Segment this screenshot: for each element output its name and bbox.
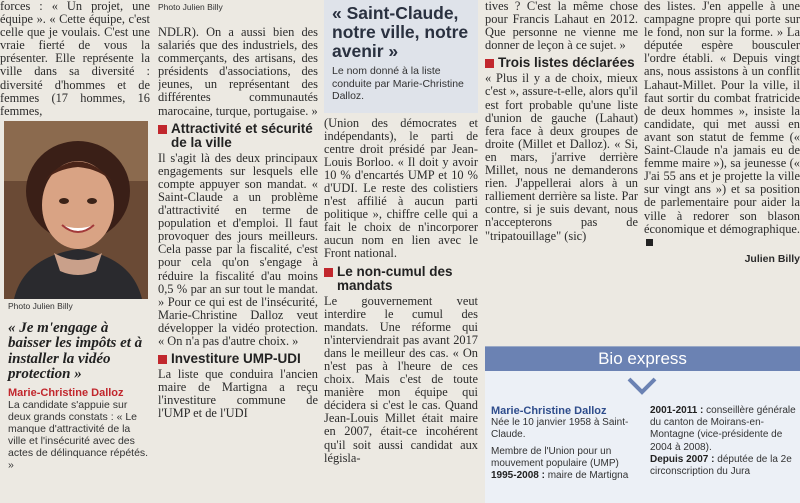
bio-born: Née le 10 janvier 1958 à Saint-Claude.: [491, 417, 629, 441]
photo-caption: Photo Julien Billy: [8, 300, 73, 311]
pull-quote: « Je m'engage à baisser les impôts et à installer la vidéo protection »: [8, 319, 143, 383]
bio-entry-2: 2001-2011 : conseillère générale du canton de Moirans-en-Montagne (vice-présidente de 2004 à 2008).: [650, 405, 796, 453]
col2-text-2: Il s'agit là des deux principaux engagements sur lesquels elle compte appuyer son mandat. « Saint-Claude a un problème d'attractivité en terme de population et d'emploi. Il faut provoquer des jours meilleurs. Cela passe par la fiscalité, c'est pour cela qu'on s'engage à réduire la fiscalité d'au moins 0,5 % par an sur tout le mandat. » Pour ce qui est de l'insécurité, Marie-Christine Dalloz veut développer la vidéo protection. « On n'a pas d'autre choix. »: [158, 150, 318, 348]
bio-right-column: [650, 405, 796, 478]
col4-text-2: « Plus il y a de choix, mieux c'est », assure-t-elle, alors qu'il est fort probable qu'une liste d'union de gauche (Lahaut) fera face à deux groupes de droite (Millet et Dalloz). « Si, en mars, j'arrive derrière Millet, nous ne demanderons rien. J'appellerai alors à un ralliement derrière sa liste. Par contre, si je suis devant, nous n'accepterons pas de "tripatouillage" (sic): [485, 71, 638, 243]
heading-non-cumul: Le non-cumul des mandats: [324, 265, 478, 293]
column-5: [644, 0, 800, 340]
bio-name: Marie-Christine Dalloz: [491, 405, 607, 417]
col3-text-2: Le gouvernement veut interdire le cumul des mandats. Une réforme qui n'interviendrait pas avant 2017 dans le meilleur des cas. « On n'est pas à l'heure de ces choix. Mais c'est de toute manière mon équipe qui décidera si c'est le cas. Quand Jean-Louis Millet était maire en 2007, était-ce incohérent qu'il soit aussi candidat aux législa-: [324, 293, 478, 465]
col3-text-1: (Union des démocrates et indépendants), le parti de centre droit présidé par Jean-Louis Borloo. « Il doit y avoir 10 % d'encartés UMP et 10 % d'UDI. Le reste des colistiers n'est affilié à aucun parti politique », chiffre celle qui a fait le choix de n'incorporer aucun nom en lien avec le Front national.: [324, 115, 478, 261]
signature: Julien Billy: [744, 252, 800, 265]
section-marker: [158, 125, 167, 134]
bio-entry-1: 1995-2008 : maire de Martigna: [491, 470, 629, 482]
col4-text-1: tives ? C'est la même chose pour Francis Lahaut en 2012. Que personne ne vienne me donner de leçon à ce sujet. »: [485, 0, 638, 53]
list-name-box: [324, 0, 478, 113]
col1-top-text: forces : « Un projet, une équipe ». « Cette équipe, c'est celle que je voulais. C'est une vraie fierté de vous la présenter. Elle représente la ville dans sa diversité : diversité d'hommes et de femmes (17 hommes, 16 femmes,: [0, 0, 150, 118]
section-marker: [324, 268, 333, 277]
quote-author: Marie-Christine Dalloz: [8, 386, 124, 399]
chevron-down-icon: [627, 377, 657, 395]
portrait-photo: [4, 121, 148, 299]
list-name-title: « Saint-Claude, notre ville, notre avenir »: [332, 3, 469, 61]
bio-entry-3: Depuis 2007 : députée de la 2e circonscription du Jura: [650, 453, 792, 478]
bio-express-box: [485, 346, 800, 503]
col5-text-1: des listes. J'en appelle à une campagne propre qui porte sur le fond, non sur la forme. » La députée espère bousculer l'ordre établi. « Depuis vingt ans, nous assistons à un conflit Lahaut-Millet. Pour la ville, il faut sortir du combat fratricide de deux hommes », insiste la candidate, qui met aussi en avant son statut de femme (« Saint-Claude n'a jamais eu de femme maire »), sa jeunesse (« J'ai 55 ans et je projette la ville sur vingt ans ») et sa position de parlementaire pour aider la ville à redorer son blason économique et démographique.: [644, 0, 800, 249]
column-1: [0, 0, 150, 502]
heading-investiture: Investiture UMP-UDI: [158, 352, 318, 366]
top-photo-caption: Photo Julien Billy: [158, 2, 223, 12]
bio-title: Bio express: [485, 347, 800, 371]
column-3: [324, 0, 478, 502]
heading-trois-listes: Trois listes déclarées: [485, 56, 638, 70]
col2-text-3: La liste que conduira l'ancien maire de Martigna a reçu l'investiture commune de l'UMP et de l'UDI: [158, 367, 318, 421]
heading-attractivite: Attractivité et sécurité de la ville: [158, 122, 318, 150]
quote-description: La candidate s'appuie sur deux grands constats : « Le manque d'attractivité de la ville et l'insécurité avec des actes de délinquance répétés. »: [8, 398, 149, 471]
section-marker: [158, 355, 167, 364]
section-marker: [485, 59, 494, 68]
bio-left-column: [491, 405, 641, 482]
col2-text-1: NDLR). On a aussi bien des salariés que des industriels, des commerçants, des artisans, des présidents d'associations, des jeunes, un représentant des différentes communautés marocaine, turque, portugaise. »: [158, 25, 318, 118]
column-4: [485, 0, 638, 340]
list-name-subtitle: Le nom donné à la liste conduite par Marie-Christine Dalloz.: [332, 65, 464, 102]
portrait-illustration: [4, 121, 148, 299]
bio-party: Membre de l'Union pour un mouvement populaire (UMP): [491, 445, 619, 469]
column-2: [158, 0, 318, 502]
end-mark: [646, 239, 653, 246]
